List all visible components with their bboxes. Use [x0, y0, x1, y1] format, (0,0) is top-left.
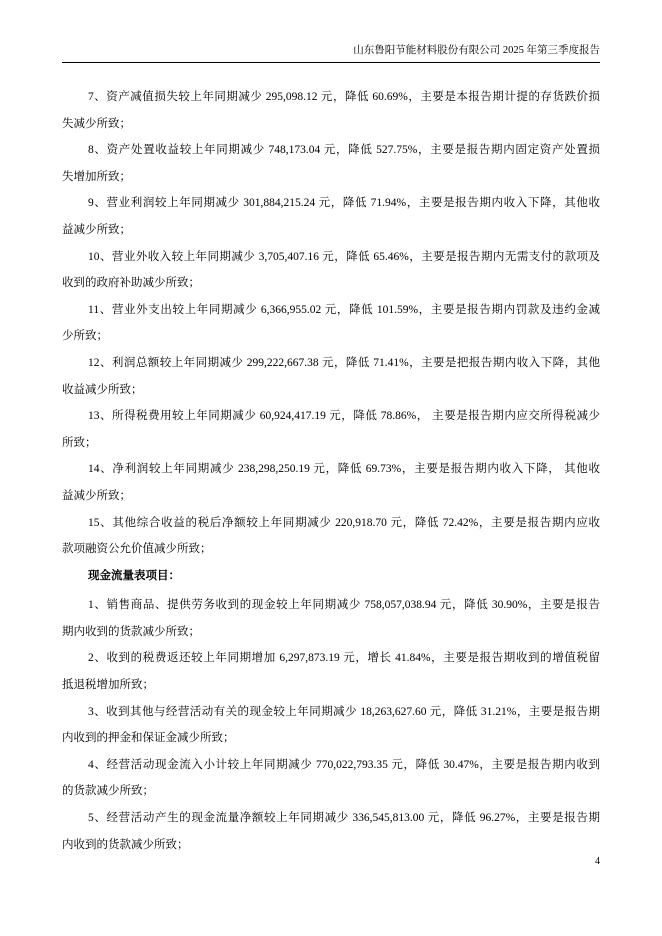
- paragraph-line: 益减少所致；: [62, 489, 131, 502]
- paragraph-line: 4、经营活动现金流入小计较上年同期减少 770,022,793.35 元，降低 30.47%，主要是报告期内收到: [88, 758, 600, 771]
- profit-item-10: [62, 244, 600, 297]
- paragraph-line: 内收到的押金和保证金减少所致；: [62, 732, 235, 745]
- paragraph-line: 益减少所致；: [62, 223, 131, 236]
- paragraph-line: 12、利润总额较上年同期减少 299,222,667.38 元，降低 71.41%，主要是把报告期内收入下降，其他: [88, 356, 600, 369]
- paragraph-line: 款项融资公允价值减少所致；: [62, 543, 212, 556]
- cash-flow-item-4: [62, 752, 600, 805]
- profit-item-7: [62, 84, 600, 137]
- profit-item-13: [62, 403, 600, 456]
- profit-item-14: [62, 456, 600, 509]
- section-heading-cash-flow: 现金流量表项目：: [88, 569, 180, 582]
- paragraph-line: 失减少所致；: [62, 117, 131, 130]
- paragraph-line: 2、收到的税费返还较上年同期增加 6,297,873.19 元，增长 41.84%，主要是报告期收到的增值税留: [88, 652, 600, 665]
- paragraph-line: 所致；: [62, 436, 97, 449]
- report-header-title: 山东鲁阳节能材料股份有限公司 2025 年第三季度报告: [353, 45, 600, 56]
- paragraph-line: 5、经营活动产生的现金流量净额较上年同期减少 336,545,813.00 元，降低 96.27%，主要是报告期: [88, 812, 600, 825]
- paragraph-line: 15、其他综合收益的税后净额较上年同期减少 220,918.70 元，降低 72.42%，主要是报告期内应收: [88, 516, 600, 529]
- paragraph-line: 10、营业外收入较上年同期减少 3,705,407.16 元，降低 65.46%，主要是报告期内无需支付的款项及: [88, 250, 600, 263]
- paragraph-line: 的货款减少所致；: [62, 785, 154, 798]
- paragraph-line: 14、净利润较上年同期减少 238,298,250.19 元，降低 69.73%，主要是报告期内收入下降， 其他收: [88, 463, 600, 476]
- paragraph-line: 内收到的货款减少所致；: [62, 838, 189, 851]
- paragraph-line: 收到的政府补助减少所致；: [62, 277, 200, 290]
- paragraph-line: 9、营业利润较上年同期减少 301,884,215.24 元，降低 71.94%，主要是报告期内收入下降，其他收: [88, 197, 600, 210]
- paragraph-line: 7、资产减值损失较上年同期减少 295,098.12 元，降低 60.69%，主要是本报告期计提的存货跌价损: [88, 91, 600, 103]
- document-body: [62, 84, 600, 858]
- paragraph-line: 抵退税增加所致；: [62, 679, 154, 692]
- page-number: 4: [595, 856, 600, 867]
- paragraph-line: 11、营业外支出较上年同期减少 6,366,955.02 元，降低 101.59%，主要是报告期内罚款及违约金减: [88, 303, 600, 316]
- profit-item-12: [62, 350, 600, 403]
- cash-flow-item-2: [62, 645, 600, 698]
- paragraph-line: 收益减少所致；: [62, 383, 143, 396]
- paragraph-line: 少所致；: [62, 330, 108, 343]
- profit-item-8: [62, 137, 600, 190]
- cash-flow-item-5: [62, 805, 600, 858]
- paragraph-line: 1、销售商品、提供劳务收到的现金较上年同期减少 758,057,038.94 元，降低 30.90%，主要是报告: [88, 599, 600, 612]
- paragraph-line: 8、资产处置收益较上年同期减少 748,173.04 元，降低 527.75%，主要是报告期内固定资产处置损: [88, 144, 600, 157]
- cash-flow-item-3: [62, 699, 600, 752]
- profit-item-9: [62, 190, 600, 243]
- paragraph-line: 失增加所致；: [62, 170, 131, 183]
- header-divider: [62, 62, 600, 63]
- profit-item-11: [62, 297, 600, 350]
- paragraph-line: 13、所得税费用较上年同期减少 60,924,417.19 元，降低 78.86%， 主要是报告期内应交所得税减少: [88, 410, 600, 423]
- profit-item-15: [62, 510, 600, 563]
- cash-flow-item-1: [62, 592, 600, 645]
- paragraph-line: 3、收到其他与经营活动有关的现金较上年同期减少 18,263,627.60 元，降低 31.21%，主要是报告期: [88, 705, 600, 718]
- paragraph-line: 期内收到的货款减少所致；: [62, 625, 200, 638]
